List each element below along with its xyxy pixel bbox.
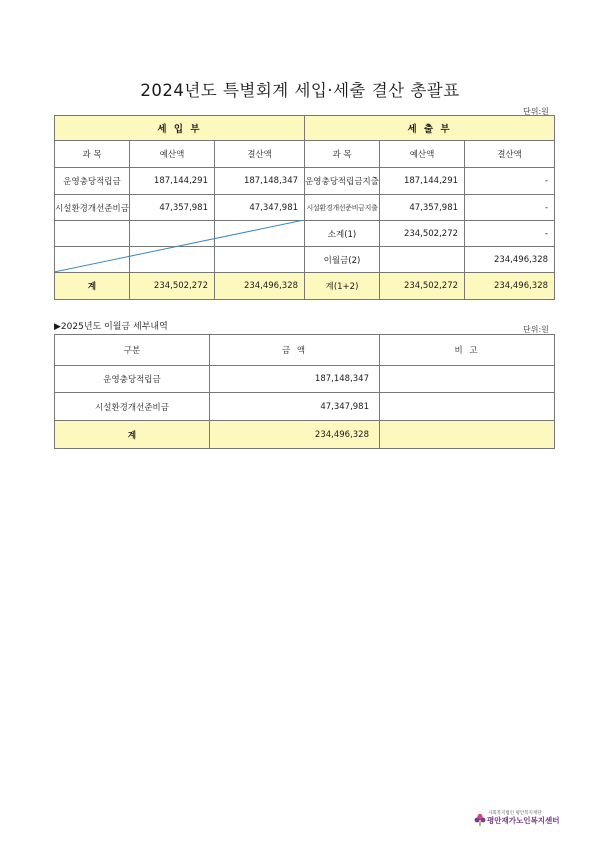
revenue-empty-cell xyxy=(215,247,305,273)
expense-total-settlement: 234,496,328 xyxy=(465,273,555,300)
carryover-total-label: 계 xyxy=(55,421,210,449)
carryover-note xyxy=(380,366,555,393)
carryover-unit-label: 단위:원 xyxy=(523,325,549,334)
unit-label: 단위:원 xyxy=(523,107,549,116)
carryover-col-amount: 금 액 xyxy=(210,335,380,366)
expense-settlement: - xyxy=(465,168,555,195)
page-title: 2024년도 특별회계 세입·세출 결산 총괄표 xyxy=(140,81,460,100)
logo-tagline: 사회복지법인 평안복지재단 xyxy=(488,811,542,816)
carryover-detail-table xyxy=(54,334,555,449)
expense-settlement: - xyxy=(465,195,555,221)
revenue-col-settlement: 결산액 xyxy=(215,141,305,168)
table-row xyxy=(55,168,555,195)
expense-col-settlement: 결산액 xyxy=(465,141,555,168)
carryover-amount: 47,347,981 xyxy=(210,393,380,421)
revenue-budget: 187,144,291 xyxy=(130,168,215,195)
expense-settlement: - xyxy=(465,221,555,247)
carryover-col-category: 구분 xyxy=(55,335,210,366)
carryover-total-note xyxy=(380,421,555,449)
carryover-total-row xyxy=(55,421,555,449)
revenue-budget: 47,357,981 xyxy=(130,195,215,221)
table-row xyxy=(55,247,555,273)
carryover-total-amount: 234,496,328 xyxy=(210,421,380,449)
expense-item: 이월금(2) xyxy=(305,247,380,273)
revenue-settlement: 187,148,347 xyxy=(215,168,305,195)
revenue-empty-cell xyxy=(130,221,215,247)
table-row xyxy=(55,393,555,421)
carryover-category: 시설환경개선준비금 xyxy=(55,393,210,421)
expense-item: 운영충당적립금지출 xyxy=(305,168,380,195)
flower-logo-icon xyxy=(474,813,486,827)
settlement-summary-table xyxy=(54,115,555,300)
revenue-total-budget: 234,502,272 xyxy=(130,273,215,300)
revenue-empty-cell xyxy=(55,221,130,247)
expense-budget: 47,357,981 xyxy=(380,195,465,221)
revenue-empty-cell xyxy=(130,247,215,273)
revenue-settlement: 47,347,981 xyxy=(215,195,305,221)
revenue-item: 시설환경개선준비금 xyxy=(55,195,130,221)
expense-col-budget: 예산액 xyxy=(380,141,465,168)
revenue-empty-cell xyxy=(215,221,305,247)
table-row xyxy=(55,221,555,247)
expense-total-budget: 234,502,272 xyxy=(380,273,465,300)
expense-col-item: 과 목 xyxy=(305,141,380,168)
expense-settlement: 234,496,328 xyxy=(465,247,555,273)
revenue-col-item: 과 목 xyxy=(55,141,130,168)
table-row xyxy=(55,366,555,393)
carryover-category: 운영충당적립금 xyxy=(55,366,210,393)
revenue-total-label: 계 xyxy=(55,273,130,300)
carryover-section-title: ▶2025년도 이월금 세부내역 xyxy=(54,322,168,332)
expense-item: 소계(1) xyxy=(305,221,380,247)
expense-total-label: 계(1+2) xyxy=(305,273,380,300)
organization-logo xyxy=(474,805,560,829)
expense-section-header: 세 출 부 xyxy=(305,116,555,141)
carryover-note xyxy=(380,393,555,421)
carryover-col-note: 비 고 xyxy=(380,335,555,366)
revenue-item: 운영충당적립금 xyxy=(55,168,130,195)
revenue-section-header: 세 입 부 xyxy=(55,116,305,141)
revenue-empty-cell xyxy=(55,247,130,273)
organization-name: 평안재가노인복지센터 xyxy=(487,816,560,825)
table-row xyxy=(55,195,555,221)
revenue-col-budget: 예산액 xyxy=(130,141,215,168)
carryover-amount: 187,148,347 xyxy=(210,366,380,393)
expense-item: 시설환경개선준비금지출 xyxy=(305,195,380,221)
expense-budget: 234,502,272 xyxy=(380,221,465,247)
revenue-total-settlement: 234,496,328 xyxy=(215,273,305,300)
total-row xyxy=(55,273,555,300)
expense-budget xyxy=(380,247,465,273)
expense-budget: 187,144,291 xyxy=(380,168,465,195)
